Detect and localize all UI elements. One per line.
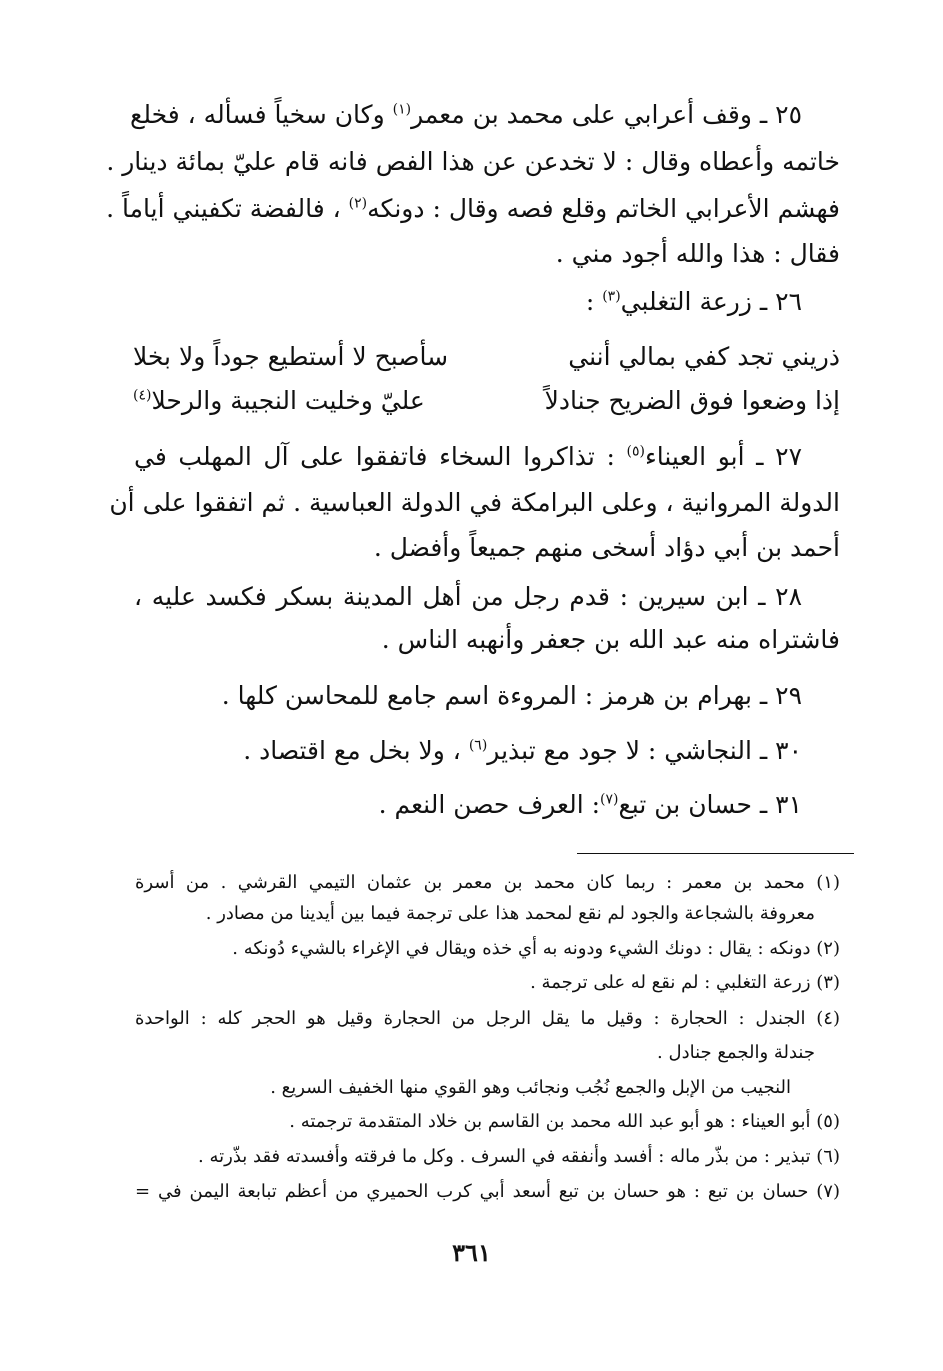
footnote-1-line-2: معروفة بالشجاعة والجود لم نقع لمحمد هذا على ترجمة فيما بين أيدينا من مصادر . [205, 903, 815, 924]
entry-25-line-1 [130, 95, 802, 135]
footnote-ref-7[interactable]: (٧) [600, 791, 619, 808]
entry-27-line-1 [134, 437, 802, 477]
page-number: ٣٦١ [452, 1238, 491, 1267]
entry-25-text-d: ، فالفضة تكفيني أياماً . [106, 194, 349, 223]
entry-30-line-1 [97, 731, 802, 771]
entry-28-line-2: فاشتراه منه عبد الله بن جعفر وأنهبه الناس . [381, 625, 840, 654]
entry-28-line-1: ٢٨ ـ ابن سيرين : قدم رجل من أهل المدينة بسكر فكسد عليه ، [134, 582, 802, 611]
entry-29-line-1: ٢٩ ـ بهرام بن هرمز : المروءة اسم جامع للمحاسن كلها . [221, 681, 802, 710]
footnote-ref-6[interactable]: (٦) [468, 737, 488, 754]
footnote-2: (٢) دونكه : يقال : دونك الشيء ودونه به أي خذه ويقال في الإغراء بالشيء دُونكه . [232, 938, 840, 959]
footnote-ref-1[interactable]: (١) [392, 101, 412, 118]
footnote-ref-5[interactable]: (٥) [626, 443, 646, 460]
entry-26-title [97, 282, 802, 322]
footnote-5: (٥) أبو العيناء : هو أبو عبد الله محمد بن القاسم بن خلاد المتقدمة ترجمته . [289, 1111, 840, 1132]
entry-25-line-2: خاتمه وأعطاه وقال : لا تخدعن عن هذا الفص فانه قام عليّ بمائة دينار . [106, 147, 840, 176]
entry-25-text-b: وكان سخياً فسأله ، فخلع [130, 100, 393, 129]
footnote-1-line-1: (١) محمد بن معمر : ربما كان محمد بن معمر بن عثمان التيمي القرشي . من أسرة [135, 872, 840, 893]
verse-1-second-hemistich: سأصبح لا أستطيع جوداً ولا بخلا [133, 342, 449, 371]
entry-27-line-2: الدولة المروانية ، وعلى البرامكة في الدولة العباسية . ثم اتفقوا على أن [109, 488, 840, 517]
footnote-6: (٦) تبذير : من بذّر ماله : أفسد وأنفقه في السرف . وكل ما فرقته وأفسدته فقد بذّرته . [198, 1146, 840, 1167]
verse-1-first-hemistich: ذريني تجد كفي بمالي أنني [568, 342, 840, 371]
entry-27-text-b: : تذاكروا السخاء فاتفقوا على آل المهلب في [134, 442, 627, 471]
entry-26-colon: : [585, 287, 603, 316]
verse-2-second-hemistich [133, 381, 425, 421]
entry-31-text-b: : العرف حصن النعم . [378, 790, 601, 819]
entry-31-line-1 [97, 785, 802, 825]
entry-26-title-text: ٢٦ ـ زرعة التغلبي [620, 287, 802, 316]
entry-30-text-a: ٣٠ ـ النجاشي : لا جود مع تبذير [487, 736, 802, 765]
entry-25-line-3 [106, 189, 840, 229]
footnote-ref-2[interactable]: (٢) [348, 195, 368, 212]
footnote-ref-4[interactable]: (٤) [133, 387, 152, 404]
entry-25-text-c: فهشم الأعرابي الخاتم وقلع فصه وقال : دونكه [367, 194, 840, 223]
entry-27-text-a: ٢٧ ـ أبو العيناء [645, 442, 802, 471]
verse-2-first-hemistich: إذا وضعوا فوق الضريح جنادلاً [544, 386, 840, 415]
footnote-divider [577, 853, 854, 854]
footnote-4-line-2: جندلة والجمع جنادل . [657, 1042, 815, 1063]
entry-30-text-b: ، ولا بخل مع اقتصاد . [243, 736, 469, 765]
footnote-3: (٣) زرعة التغلبي : لم نقع له على ترجمة . [530, 972, 840, 993]
footnote-4-line-1: (٤) الجندل : الحجارة : وقيل ما يقل الرجل من الحجارة وقيل هو الحجر كله : الواحدة [135, 1008, 840, 1029]
entry-25-text-a: ٢٥ ـ وقف أعرابي على محمد بن معمر [411, 100, 802, 129]
footnote-7: (٧) حسان بن تبع : هو حسان بن تبع أسعد أبي كرب الحميري من أعظم تبابعة اليمن في = [135, 1181, 840, 1202]
footnote-4-line-3: النجيب من الإبل والجمع نُجُب ونجائب وهو القوي منها الخفيف السريع . [270, 1077, 791, 1098]
entry-31-text-a: ٣١ ـ حسان بن تبع [618, 790, 802, 819]
entry-27-line-3: أحمد بن أبي دؤاد أسخى منهم جميعاً وأفضل . [373, 533, 840, 562]
entry-25-line-4: فقال : هذا والله أجود مني . [555, 239, 840, 268]
verse-2-second-text: عليّ وخليت النجيبة والرحلا [151, 386, 425, 415]
footnote-ref-3[interactable]: (٣) [602, 288, 621, 305]
